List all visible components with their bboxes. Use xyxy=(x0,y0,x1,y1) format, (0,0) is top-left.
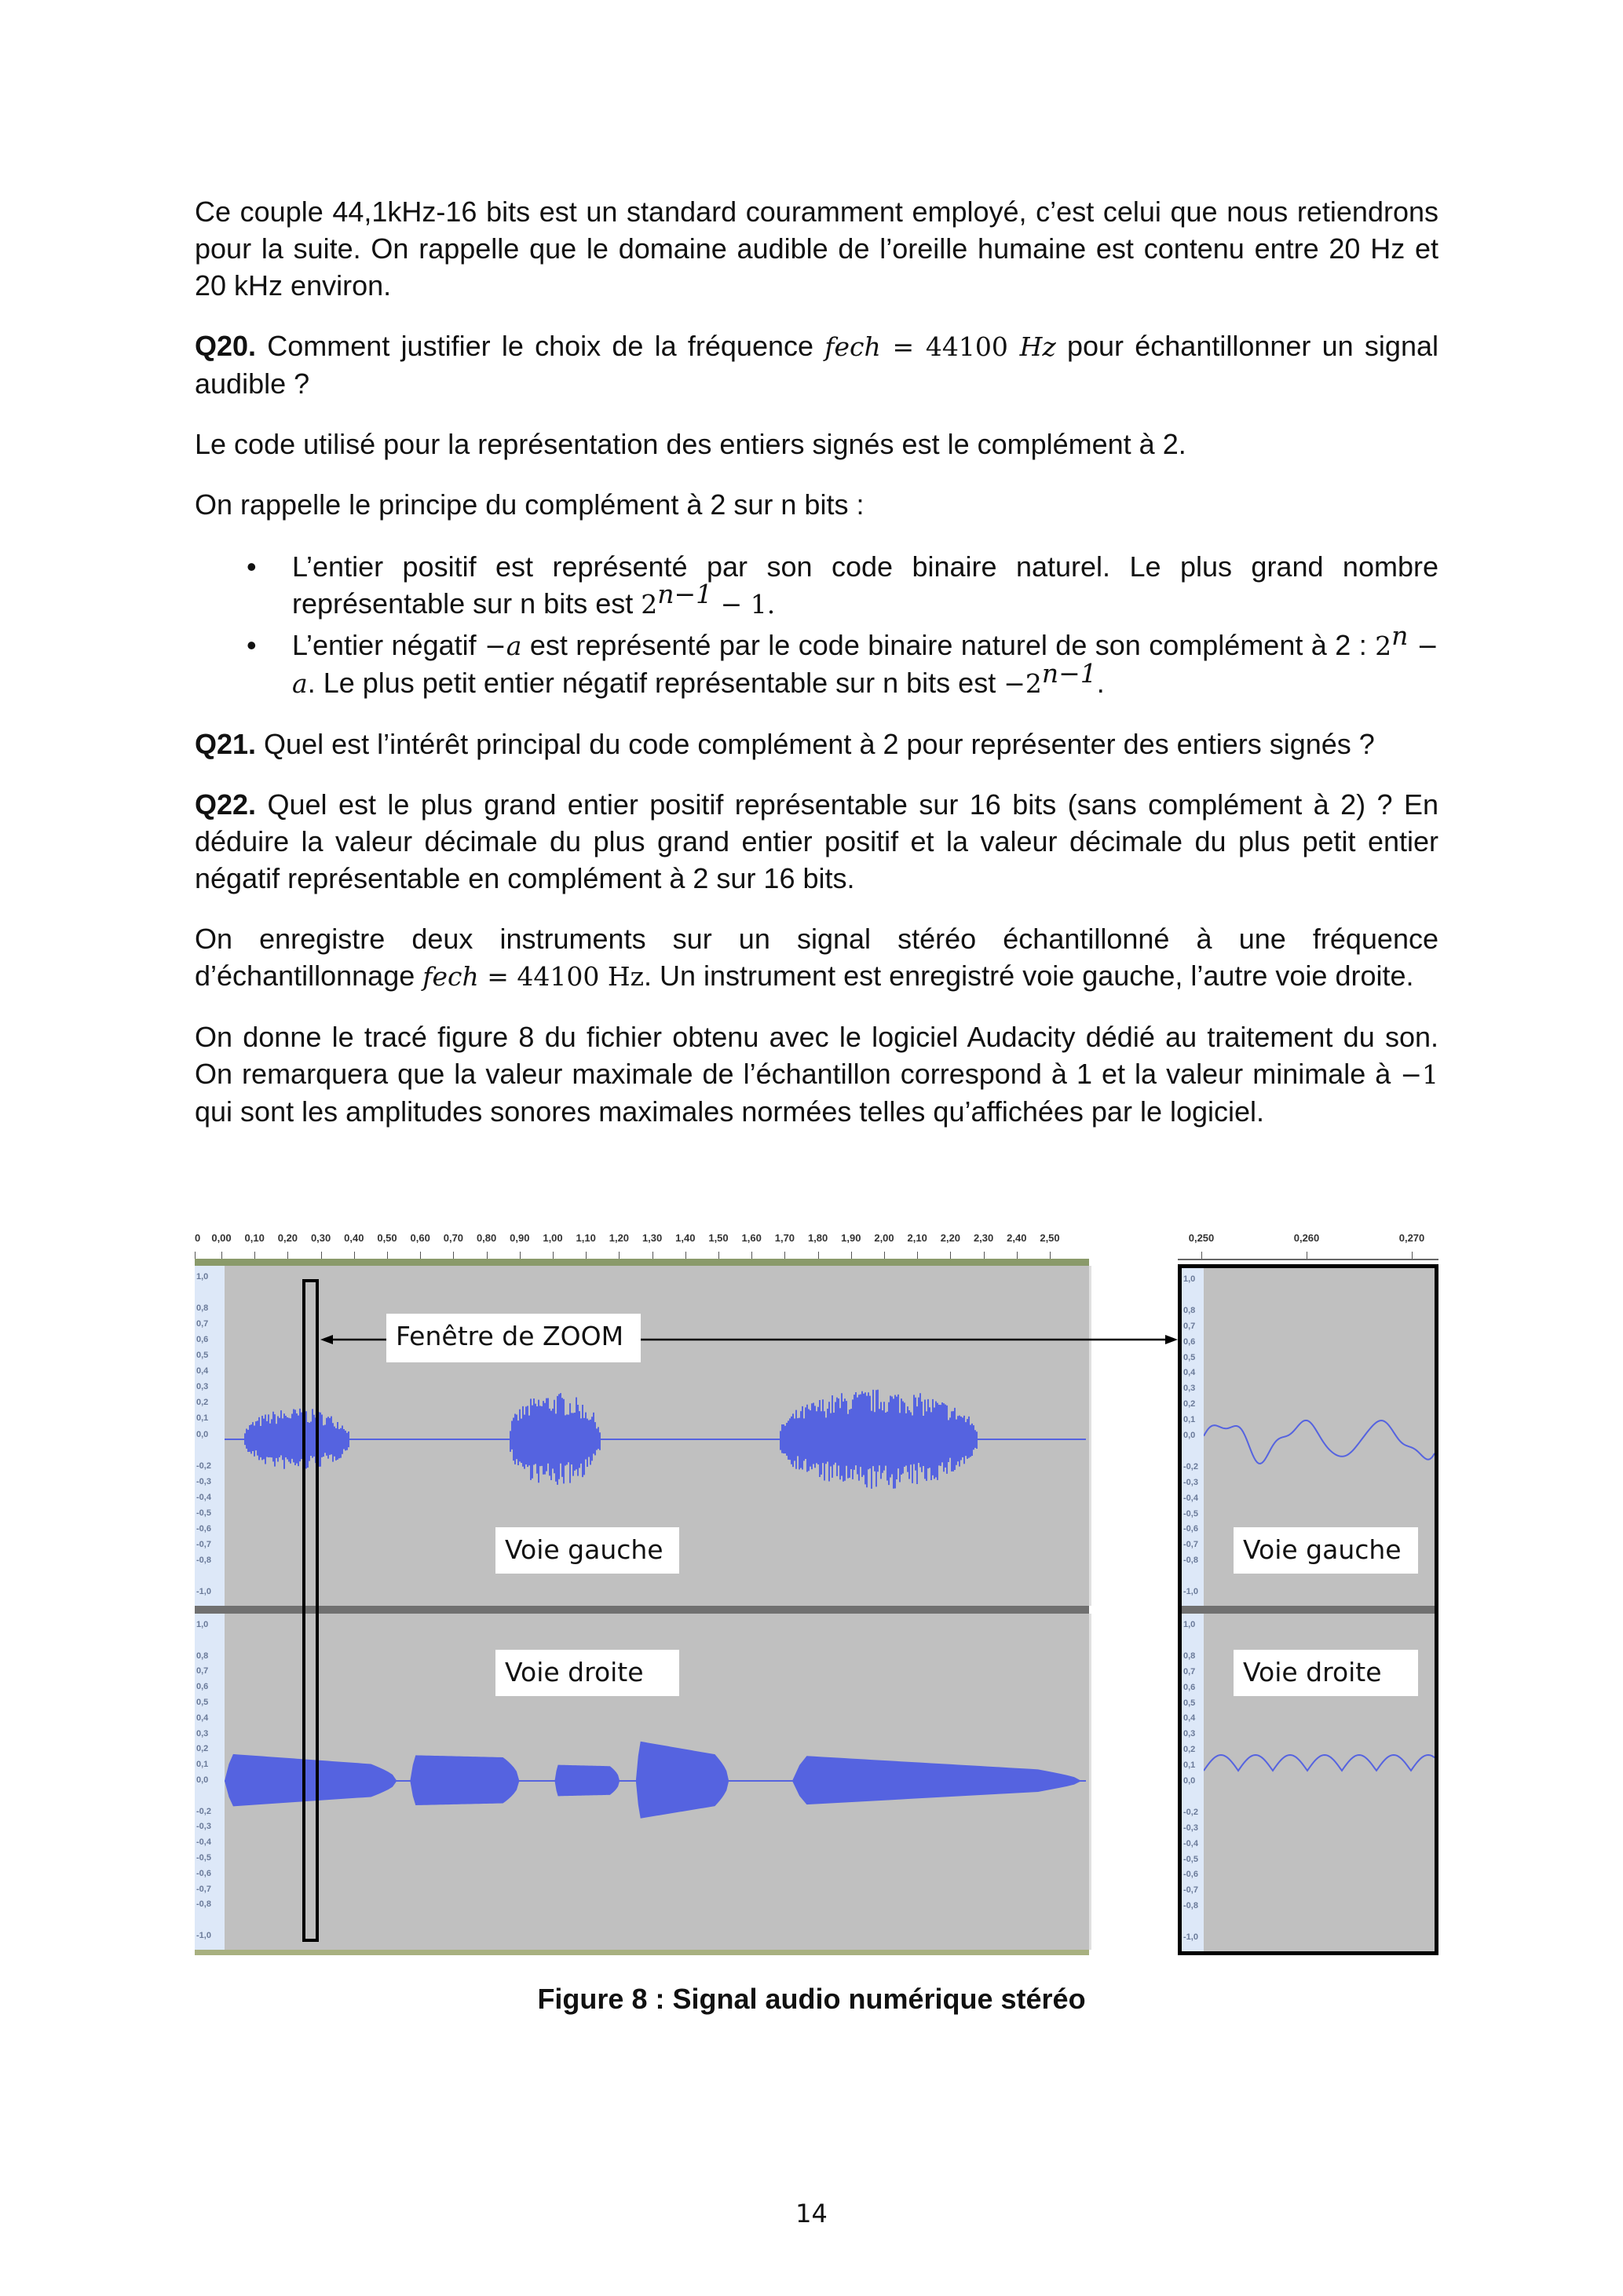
amplitude-tick-label: 0,0 xyxy=(1183,1431,1196,1440)
math-expression: n xyxy=(1391,620,1409,651)
ruler-tick-label: 1,20 xyxy=(609,1232,630,1244)
time-ruler-main xyxy=(195,1229,1089,1260)
ruler-tick-label: 0,260 xyxy=(1293,1232,1320,1244)
text-segment: est représenté par le code binaire naturel de son complément à 2 : xyxy=(521,629,1376,661)
math-expression: −a xyxy=(484,631,522,661)
amplitude-tick-label: -0,3 xyxy=(1183,1477,1198,1487)
amplitude-tick-label: -0,5 xyxy=(1183,1508,1198,1519)
ruler-tick xyxy=(818,1252,819,1259)
ruler-tick-label: 0,250 xyxy=(1188,1232,1215,1244)
ruler-tick-label: 1,10 xyxy=(576,1232,596,1244)
ruler-tick xyxy=(287,1252,288,1259)
ruler-tick-label: 0,80 xyxy=(476,1232,497,1244)
ruler-tick xyxy=(553,1252,554,1259)
ruler-tick-label: 0,10 xyxy=(244,1232,265,1244)
ruler-tick-label: 1,50 xyxy=(708,1232,729,1244)
amplitude-tick-label: 0,3 xyxy=(196,1728,209,1738)
amplitude-tick-label: 0,7 xyxy=(1183,1666,1196,1676)
ruler-tick xyxy=(851,1252,852,1259)
text-segment: Le code utilisé pour la représentation des entiers signés est le complément à 2. xyxy=(195,428,1186,460)
amplitude-tick-label: 0,4 xyxy=(1183,1368,1196,1378)
burst-left xyxy=(509,1393,600,1485)
paragraph-code xyxy=(195,426,1438,462)
ruler-tick xyxy=(917,1252,918,1259)
amplitude-tick-label: 0,8 xyxy=(196,1303,209,1314)
amplitude-tick-label: -0,6 xyxy=(196,1868,211,1878)
math-expression: fech xyxy=(824,331,881,362)
left-channel-label: Voie gauche xyxy=(495,1527,679,1574)
amplitude-tick-label: 0,1 xyxy=(196,1413,209,1424)
amplitude-tick-label: -0,2 xyxy=(1183,1461,1198,1472)
paragraph-recording xyxy=(195,920,1438,995)
ruler-tick xyxy=(1017,1252,1018,1259)
bullet-list xyxy=(195,548,1438,702)
ruler-tick xyxy=(254,1252,255,1259)
zoom-window-label: Fenêtre de ZOOM xyxy=(386,1314,641,1362)
track-header-bar xyxy=(195,1259,1089,1266)
amplitude-tick-label: -1,0 xyxy=(196,1587,211,1596)
burst-left xyxy=(779,1390,978,1489)
ruler-tick-label: 0,90 xyxy=(510,1232,530,1244)
body-text xyxy=(195,193,1438,1153)
ruler-tick-label: 1,00 xyxy=(543,1232,563,1244)
track-footer-bar xyxy=(195,1950,1089,1955)
amplitude-tick-label: -0,7 xyxy=(1183,1885,1198,1896)
ruler-tick xyxy=(321,1252,322,1259)
amplitude-tick-label: 1,0 xyxy=(1183,1620,1196,1629)
ruler-tick-label: 1,70 xyxy=(774,1232,795,1244)
text-segment: pour échantillonner un signal audible ? xyxy=(195,330,1438,400)
amplitude-tick-label: -0,7 xyxy=(196,1539,211,1549)
amplitude-tick-label: 0,5 xyxy=(196,1698,209,1707)
ruler-tick-label: 0,60 xyxy=(410,1232,430,1244)
ruler-tick xyxy=(1050,1252,1051,1259)
question-q22 xyxy=(195,786,1438,897)
amplitude-tick-label: 0,2 xyxy=(196,1398,209,1408)
ruler-tick-label: 1,30 xyxy=(642,1232,663,1244)
ruler-tick xyxy=(195,1252,196,1259)
amplitude-tick-label: -0,7 xyxy=(1183,1540,1198,1550)
ruler-tick-label: 0,50 xyxy=(377,1232,397,1244)
right-channel-label: Voie droite xyxy=(495,1650,679,1696)
amplitude-tick-label: 0,8 xyxy=(1183,1305,1196,1315)
text-segment: qui sont les amplitudes sonores maximales normées telles qu’affichées par le logiciel. xyxy=(195,1095,1265,1128)
amplitude-tick-label: 0,4 xyxy=(196,1366,209,1377)
amplitude-tick-label: 1,0 xyxy=(1183,1274,1196,1284)
amplitude-tick-label: -0,3 xyxy=(1183,1823,1198,1833)
amplitude-tick-label: 0,3 xyxy=(196,1382,209,1392)
ruler-tick-label: 0,30 xyxy=(310,1232,331,1244)
amplitude-tick-label: 0,2 xyxy=(1183,1399,1196,1409)
bullet-item xyxy=(195,620,1438,702)
text-segment: . Le plus petit entier négatif représentable sur n bits est xyxy=(307,667,1004,699)
ruler-tick-label: 2,40 xyxy=(1007,1232,1027,1244)
amplitude-tick-label: 0,6 xyxy=(1183,1336,1196,1347)
question-q21 xyxy=(195,726,1438,762)
ruler-tick-label: 0,20 xyxy=(277,1232,298,1244)
amplitude-tick-label: -0,7 xyxy=(196,1884,211,1894)
ruler-tick xyxy=(420,1252,421,1259)
amplitude-tick-label: -0,3 xyxy=(196,1476,211,1486)
ruler-tick xyxy=(453,1252,454,1259)
waveform-zoom xyxy=(1204,1268,1435,1951)
amplitude-tick-label: 0,7 xyxy=(196,1666,209,1676)
amplitude-tick-label: -0,4 xyxy=(1183,1838,1198,1848)
ruler-tick-label: 0,70 xyxy=(443,1232,464,1244)
ruler-tick-label: 1,80 xyxy=(807,1232,828,1244)
ruler-tick xyxy=(685,1252,686,1259)
amplitude-tick-label: 0,0 xyxy=(1183,1776,1196,1786)
question-number: Q20. xyxy=(195,330,257,362)
text-segment: On rappelle le principe du complément à 2 sur n bits : xyxy=(195,488,865,521)
text-segment: . xyxy=(1096,667,1105,699)
ruler-tick-label: 1,90 xyxy=(841,1232,861,1244)
amplitude-tick-label: -0,6 xyxy=(196,1523,211,1534)
text-segment: Quel est l’intérêt principal du code complément à 2 pour représenter des entiers signés ? xyxy=(256,728,1375,760)
amplitude-tick-label: -1,0 xyxy=(1183,1587,1198,1596)
ruler-tick-label: 0,270 xyxy=(1398,1232,1425,1244)
envelope-right xyxy=(410,1755,519,1805)
text-segment: L’entier positif est représenté par son code binaire naturel. Le plus grand nombre représentable sur n bits est xyxy=(292,550,1438,620)
question-number: Q22. xyxy=(195,788,257,821)
text-segment: Quel est le plus grand entier positif représentable sur 16 bits (sans complément à 2) ? En déduire la valeur décimale du plus grand entier positif et la valeur décimale du plus petit entier négatif représentable en complément à 2 sur 16 bits. xyxy=(195,788,1438,894)
math-expression: 2 xyxy=(1375,631,1392,661)
amplitude-tick-label: 0,5 xyxy=(1183,1698,1196,1708)
math-expression: fech xyxy=(422,961,479,992)
ruler-tick xyxy=(751,1252,752,1259)
ruler-tick-label: 2,30 xyxy=(973,1232,994,1244)
amplitude-tick-label: -0,5 xyxy=(1183,1854,1198,1864)
amplitude-axis-right-zoom xyxy=(1182,1614,1204,1951)
amplitude-tick-label: 0,2 xyxy=(196,1744,209,1754)
ruler-tick xyxy=(586,1252,587,1259)
amplitude-tick-label: -0,5 xyxy=(196,1853,211,1863)
amplitude-tick-label: 0,7 xyxy=(1183,1321,1196,1331)
text-segment: On donne le tracé figure 8 du fichier obtenu avec le logiciel Audacity dédié au traitement du son. On remarquera que la valeur maximale de l’échantillon correspond à 1 et la valeur minimale à xyxy=(195,1021,1438,1090)
ruler-tick-label: 2,20 xyxy=(940,1232,961,1244)
amplitude-tick-label: 0,8 xyxy=(1183,1651,1196,1661)
ruler-tick-label: 2,50 xyxy=(1040,1232,1060,1244)
amplitude-tick-label: 0,1 xyxy=(196,1760,209,1770)
ruler-tick-label: 0,40 xyxy=(344,1232,364,1244)
text-segment: . Un instrument est enregistré voie gauche, l’autre voie droite. xyxy=(643,960,1414,992)
ruler-tick xyxy=(619,1252,620,1259)
amplitude-tick-label: 0,0 xyxy=(196,1429,209,1439)
math-expression: = 44100 xyxy=(880,331,1020,362)
amplitude-tick-label: 0,1 xyxy=(1183,1760,1196,1771)
ruler-tick xyxy=(1412,1252,1413,1259)
math-expression: = 44100 Hz xyxy=(478,961,644,992)
amplitude-tick-label: -0,2 xyxy=(196,1461,211,1471)
amplitude-tick-label: -1,0 xyxy=(196,1931,211,1940)
math-expression: n−1 xyxy=(657,579,713,609)
ruler-tick xyxy=(884,1252,885,1259)
text-segment: Comment justifier le choix de la fréquence xyxy=(256,330,825,362)
zoom-left-channel-label: Voie gauche xyxy=(1234,1527,1418,1574)
amplitude-tick-label: 0,6 xyxy=(196,1682,209,1692)
math-expression: − 1. xyxy=(712,589,776,620)
amplitude-tick-label: 0,0 xyxy=(196,1775,209,1785)
ruler-tick xyxy=(718,1252,719,1259)
amplitude-tick-label: -0,6 xyxy=(1183,1524,1198,1534)
ruler-tick xyxy=(487,1252,488,1259)
waveform-main xyxy=(195,1266,1089,1950)
amplitude-tick-label: 0,4 xyxy=(196,1713,209,1723)
ruler-tick xyxy=(1201,1252,1202,1259)
figure-caption: Figure 8 : Signal audio numérique stéréo xyxy=(537,1983,1086,2015)
amplitude-tick-label: -0,4 xyxy=(196,1492,211,1502)
amplitude-tick-label: 0,4 xyxy=(1183,1713,1196,1724)
question-number: Q21. xyxy=(195,728,257,760)
page-number: 14 xyxy=(795,2199,828,2228)
amplitude-tick-label: 1,0 xyxy=(196,1620,209,1629)
amplitude-tick-label: 0,3 xyxy=(1183,1384,1196,1394)
ruler-tick-label: 0,00 xyxy=(211,1232,232,1244)
ruler-tick xyxy=(387,1252,388,1259)
amplitude-tick-label: 0,6 xyxy=(1183,1682,1196,1692)
burst-left xyxy=(243,1409,350,1469)
zoom-window-marker xyxy=(302,1279,319,1942)
ruler-tick-label: 2,10 xyxy=(907,1232,927,1244)
amplitude-tick-label: 0,2 xyxy=(1183,1745,1196,1755)
zoom-wave-left xyxy=(1204,1420,1435,1464)
text-segment: On enregistre deux instruments sur un signal stéréo échantillonné à une fréquence d’échantillonnage xyxy=(195,923,1438,992)
ruler-tick xyxy=(950,1252,951,1259)
ruler-tick xyxy=(652,1252,653,1259)
ruler-tick xyxy=(520,1252,521,1259)
text-segment: L’entier négatif xyxy=(292,629,485,661)
envelope-right xyxy=(792,1756,1081,1804)
amplitude-tick-label: -0,8 xyxy=(1183,1901,1198,1911)
amplitude-tick-label: 0,8 xyxy=(196,1651,209,1661)
amplitude-tick-label: -0,2 xyxy=(1183,1807,1198,1817)
amplitude-tick-label: 0,3 xyxy=(1183,1729,1196,1739)
ruler-tick-label: 2,00 xyxy=(874,1232,894,1244)
ruler-tick xyxy=(984,1252,985,1259)
paragraph-principle xyxy=(195,486,1438,523)
envelope-right xyxy=(554,1765,620,1797)
amplitude-tick-label: 0,7 xyxy=(196,1319,209,1329)
ruler-tick-label: 0 xyxy=(195,1232,201,1244)
amplitude-tick-label: 0,5 xyxy=(1183,1352,1196,1362)
question-q20 xyxy=(195,327,1438,402)
math-expression: − a xyxy=(292,631,1438,699)
time-ruler-zoom xyxy=(1178,1229,1438,1260)
ruler-tick-label: 1,60 xyxy=(741,1232,762,1244)
zoom-right-channel-label: Voie droite xyxy=(1234,1650,1418,1696)
amplitude-tick-label: -0,6 xyxy=(1183,1870,1198,1880)
amplitude-tick-label: -0,8 xyxy=(196,1555,211,1565)
amplitude-tick-label: -0,3 xyxy=(196,1822,211,1832)
ruler-tick xyxy=(784,1252,785,1259)
amplitude-tick-label: -0,4 xyxy=(1183,1493,1198,1503)
intro-paragraph xyxy=(195,193,1438,304)
math-expression: −1 xyxy=(1400,1059,1438,1090)
amplitude-tick-label: -0,5 xyxy=(196,1508,211,1518)
amplitude-tick-label: 0,5 xyxy=(196,1351,209,1361)
text-segment: Ce couple 44,1kHz-16 bits est un standard couramment employé, c’est celui que nous retiendrons pour la suite. On rappelle que le domaine audible de l’oreille humaine est contenu entre 20 Hz et 20 kHz environ. xyxy=(195,196,1438,302)
amplitude-axis-left-zoom xyxy=(1182,1268,1204,1606)
amplitude-tick-label: -0,8 xyxy=(1183,1556,1198,1566)
ruler-tick-label: 1,40 xyxy=(675,1232,696,1244)
math-expression: 2 xyxy=(641,589,658,620)
amplitude-tick-label: -0,4 xyxy=(196,1837,211,1848)
zoom-wave-right xyxy=(1204,1755,1435,1771)
ruler-tick xyxy=(354,1252,355,1259)
amplitude-tick-label: 1,0 xyxy=(196,1272,209,1281)
math-expression: n−1 xyxy=(1041,658,1097,689)
amplitude-tick-label: -1,0 xyxy=(1183,1932,1198,1942)
envelope-right xyxy=(636,1742,729,1819)
amplitude-tick-label: 0,1 xyxy=(1183,1415,1196,1425)
math-expression: Hz xyxy=(1019,331,1056,362)
amplitude-tick-label: -0,2 xyxy=(196,1806,211,1816)
math-expression: −2 xyxy=(1003,668,1042,699)
paragraph-figure-intro xyxy=(195,1018,1438,1130)
bullet-item xyxy=(195,548,1438,623)
ruler-tick xyxy=(221,1252,222,1259)
amplitude-tick-label: -0,8 xyxy=(196,1899,211,1910)
amplitude-tick-label: 0,6 xyxy=(196,1335,209,1345)
